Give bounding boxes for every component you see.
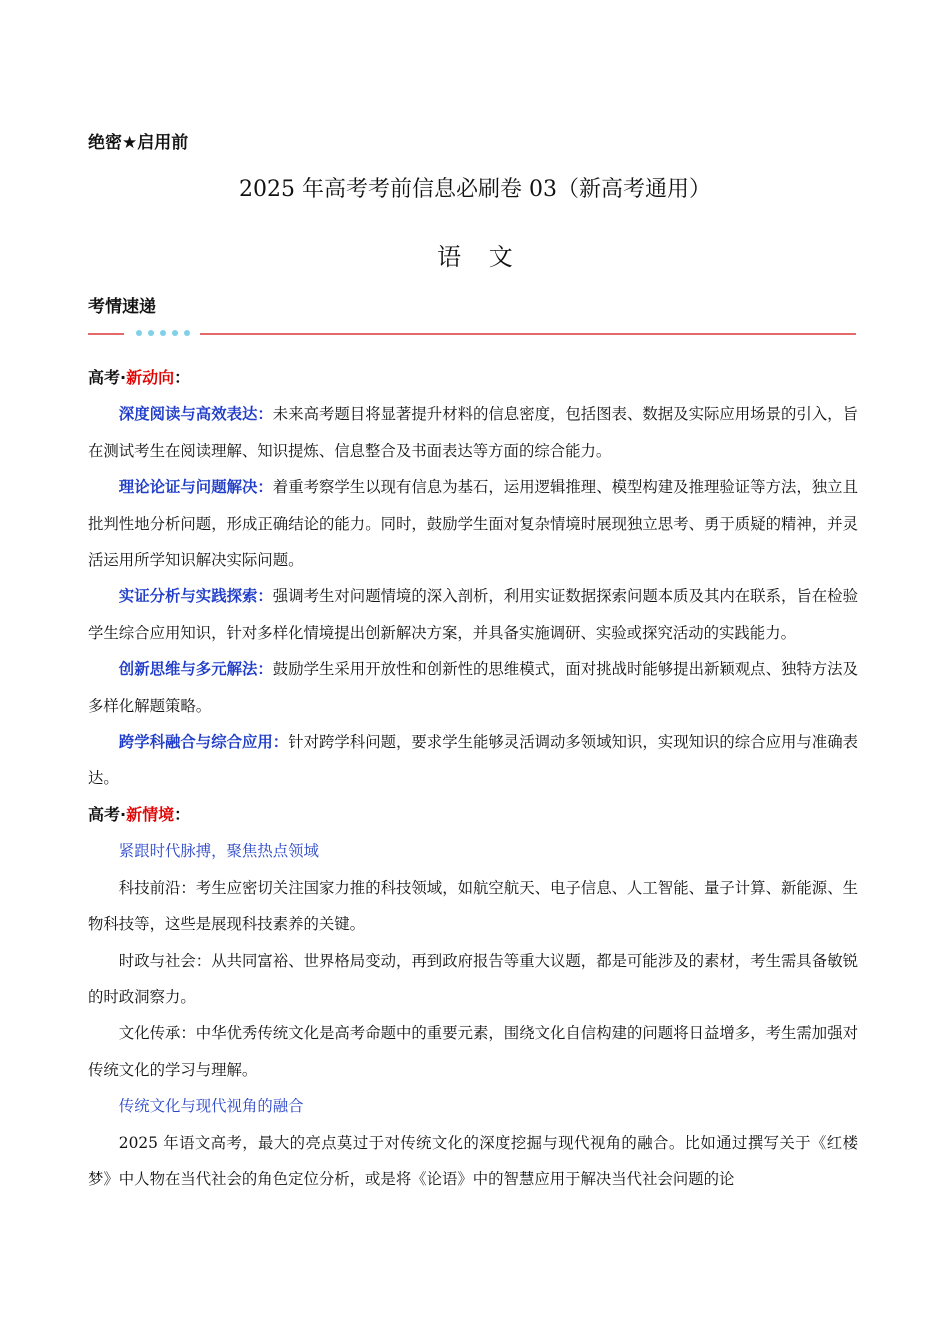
divider-dot	[172, 330, 178, 336]
direction-item-text: 未来高考题目将显著提升材料的信息密度，包括图表、数据及实际应用场景的引入，旨在测试考生在阅读理解、知识提炼、信息整合及书面表达等方面的综合能力。	[88, 405, 858, 460]
new-direction-accent: 新动向	[126, 368, 175, 387]
divider-dot	[148, 330, 154, 336]
direction-item	[88, 578, 858, 651]
direction-item	[88, 469, 858, 578]
divider-dot	[136, 330, 142, 336]
new-direction-heading: 高考·新动向：	[88, 368, 191, 387]
direction-item-label: 理论论证与问题解决：	[118, 478, 273, 497]
section-divider	[88, 333, 856, 335]
new-context-accent: 新情境	[126, 804, 175, 824]
context-paragraph: 科技前沿：考生应密切关注国家力推的科技领域，如航空航天、电子信息、人工智能、量子计算、新能源、生物科技等，这些是展现科技素养的关键。	[88, 878, 858, 934]
context-paragraph: 2025 年语文高考，最大的亮点莫过于对传统文化的深度挖掘与现代视角的融合。比如通过撰写关于《红楼梦》中人物在当代社会的角色定位分析，或是将《论语》中的智慧应用于解决当代社会问题的论	[88, 1133, 858, 1188]
direction-item-text: 强调考生对问题情境的深入剖析，利用实证数据探索问题本质及其内在联系，旨在检验学生综合应用知识，针对多样化情境提出创新解决方案，并具备实施调研、实验或探究活动的实践能力。	[88, 587, 858, 642]
direction-item-text: 着重考察学生以现有信息为基石，运用逻辑推理、模型构建及推理验证等方法，独立且批判性地分析问题，形成正确结论的能力。同时，鼓励学生面对复杂情境时展现独立思考、勇于质疑的精神，并灵活运用所学知识解决实际问题。	[88, 478, 858, 570]
context-topic-heading: 紧跟时代脉搏，聚焦热点领域	[118, 842, 319, 861]
context-paragraph: 文化传承：中华优秀传统文化是高考命题中的重要元素，围绕文化自信构建的问题将日益增多，考生需加强对传统文化的学习与理解。	[88, 1024, 858, 1079]
divider-line-right	[200, 333, 856, 335]
direction-item-label: 实证分析与实践探索：	[118, 587, 273, 606]
direction-item-label: 创新思维与多元解法：	[118, 660, 273, 679]
direction-item-text: 鼓励学生采用开放性和创新性的思维模式，面对挑战时能够提出新颖观点、独特方法及多样化解题策略。	[88, 660, 858, 715]
divider-dot	[160, 330, 166, 336]
context-paragraph: 时政与社会：从共同富裕、世界格局变动，再到政府报告等重大议题，都是可能涉及的素材，考生需具备敏锐的时政洞察力。	[88, 951, 858, 1006]
divider-line-left	[88, 333, 124, 335]
direction-item	[88, 724, 858, 797]
confidential-mark: 绝密★启用前	[88, 133, 189, 153]
direction-item-text: 针对跨学科问题，要求学生能够灵活调动多领域知识，实现知识的综合应用与准确表达。	[88, 733, 858, 788]
document-title: 2025 年高考考前信息必刷卷 03（新高考通用）	[239, 177, 711, 202]
new-context-heading: 高考·新情境：	[88, 804, 191, 824]
divider-dot	[184, 330, 190, 336]
divider-dots	[136, 330, 190, 336]
direction-item	[88, 651, 858, 724]
context-topic-heading: 传统文化与现代视角的融合	[118, 1097, 304, 1116]
section-heading: 考情速递	[88, 297, 156, 317]
subject-title: 语 文	[437, 243, 523, 271]
document-body	[88, 360, 858, 1197]
direction-item-label: 跨学科融合与综合应用：	[118, 733, 289, 752]
direction-item	[88, 396, 858, 469]
direction-item-label: 深度阅读与高效表达：	[118, 405, 273, 424]
